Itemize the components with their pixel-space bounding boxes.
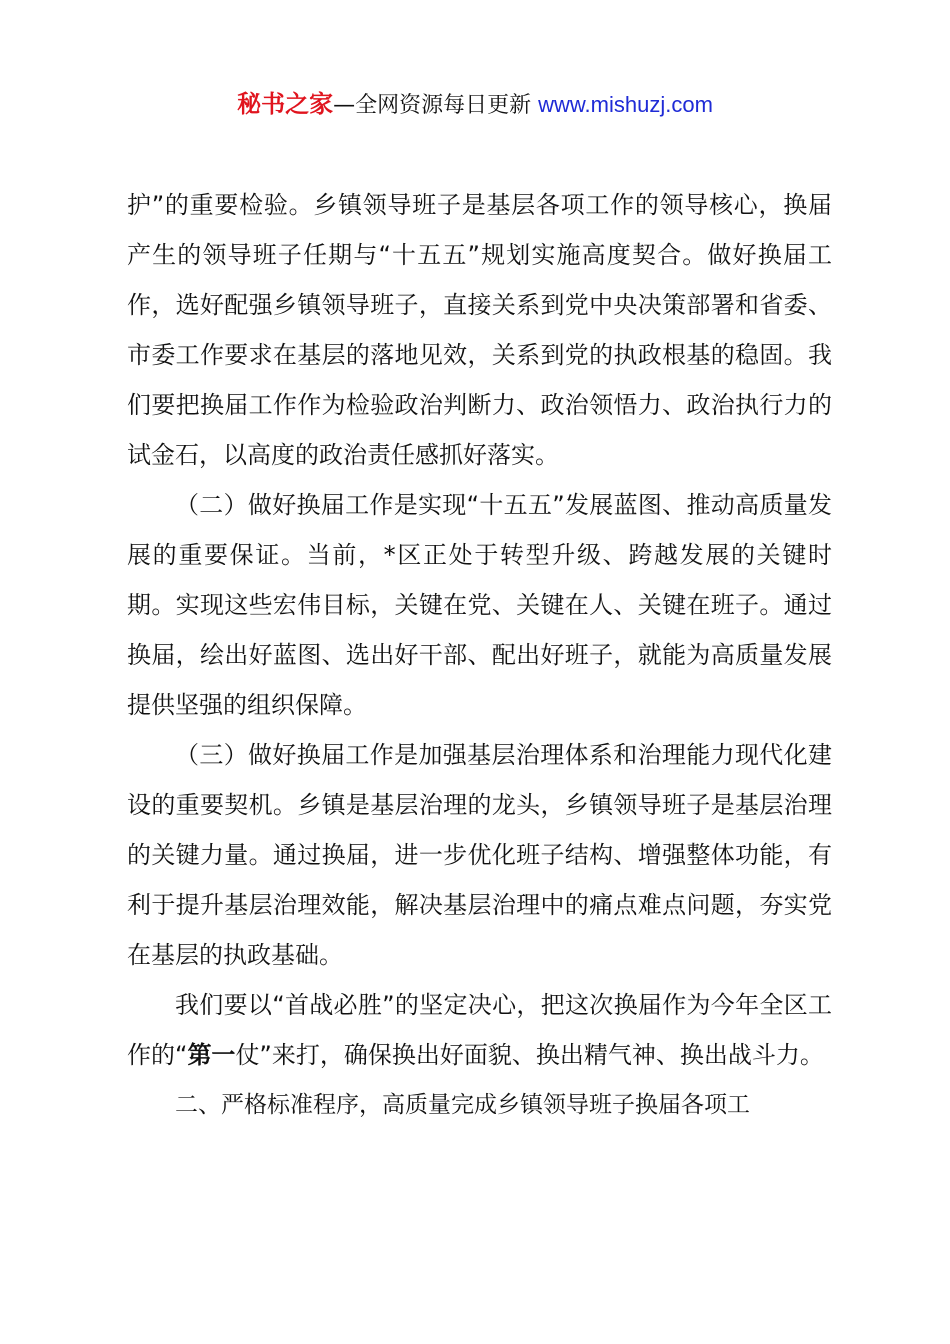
paragraph-2: （二）做好换届工作是实现“十五五”发展蓝图、推动高质量发展的重要保证。当前，*区正处于转型升级、跨越发展的关键时期。实现这些宏伟目标，关键在党、关键在人、关键在班子。通过换届，绘出好蓝图、选出好干部、配出好班子，就能为高质量发展提供坚强的组织保障。 — [127, 491, 832, 719]
paragraph-1: 护”的重要检验。乡镇领导班子是基层各项工作的领导核心，换届产生的领导班子任期与“十五五”规划实施高度契合。做好换届工作，选好配强乡镇领导班子，直接关系到党中央决策部署和省委、市委工作要求在基层的落地见效，关系到党的执政根基的稳固。我们要把换届工作作为检验政治判断力、政治领悟力、政治执行力的试金石，以高度的政治责任感抓好落实。 — [127, 191, 832, 469]
paragraph-4-text-b: 仗”来打，确保换出好面貌、换出精气神、换出战斗力。 — [235, 1041, 824, 1069]
paragraph-4-bold: 第一 — [187, 1041, 236, 1069]
section-heading-2: 二、严格标准程序，高质量完成乡镇领导班子换届各项工 — [175, 1092, 750, 1118]
header-slogan: —全网资源每日更新 — [333, 93, 532, 118]
paragraph-3: （三）做好换届工作是加强基层治理体系和治理能力现代化建设的重要契机。乡镇是基层治理的龙头，乡镇领导班子是基层治理的关键力量。通过换届，进一步优化班子结构、增强整体功能，有利于提升基层治理效能，解决基层治理中的痛点难点问题，夯实党在基层的执政基础。 — [127, 741, 832, 969]
site-header — [0, 86, 950, 124]
site-url-link[interactable]: www.mishuzj.com — [538, 92, 713, 117]
document-body — [127, 180, 832, 1130]
brand-name: 秘书之家 — [237, 90, 334, 118]
paragraph-4 — [127, 980, 832, 1080]
paragraph-4-text-a: 我们要以“首战必胜”的坚定决心，把这次换届作为今年全区工作的“ — [127, 991, 832, 1069]
